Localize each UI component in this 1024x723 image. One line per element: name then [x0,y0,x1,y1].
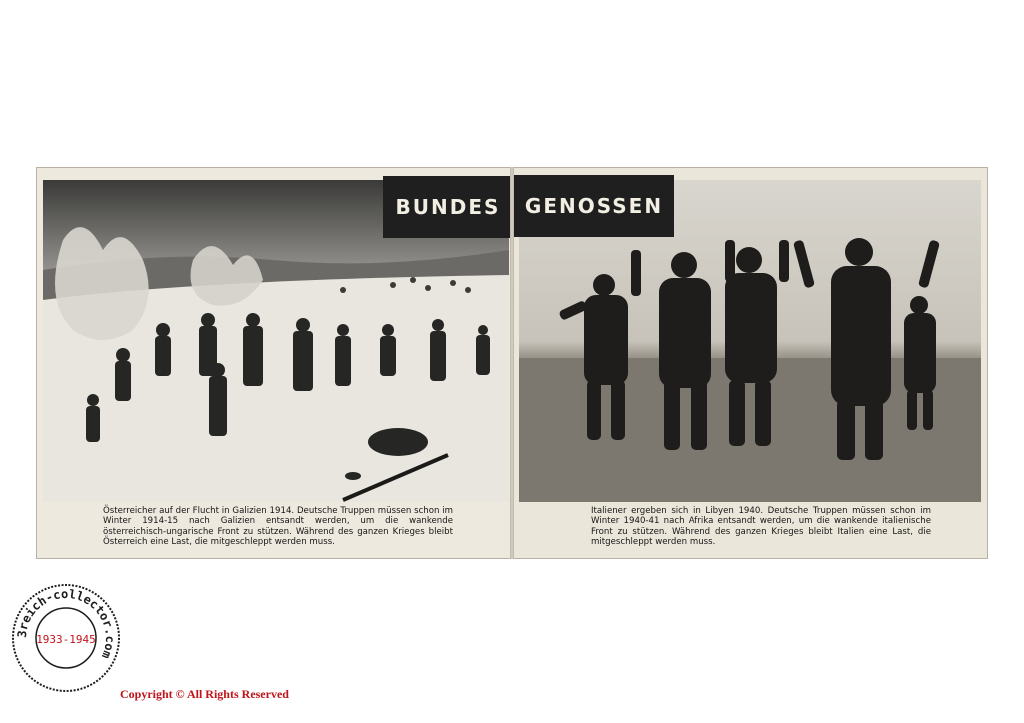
watermark-stamp [10,582,122,694]
stamp-years: 1933-1945 [36,633,96,646]
caption-left: Österreicher auf der Flucht in Galizien 1914. Deutsche Truppen müssen schon im Winter 1914-15 nach Galizien entsandt werden, um die wankende österreichisch-ungarische Front zu stützen. Während des ganzen Krieges bleibt Österreich eine Last, die mitgeschleppt werden muss. [103,506,453,548]
title-genossen: GENOSSEN [514,175,674,237]
title-bundes: BUNDES [383,176,513,238]
booklet-spread [36,167,988,559]
copyright-notice: Copyright © All Rights Reserved [120,687,289,701]
stamp-ring-text: 3reich-collector.com [14,586,118,661]
left-page [36,167,512,559]
caption-right: Italiener ergeben sich in Libyen 1940. Deutsche Truppen müssen schon im Winter 1940-41 nach Afrika entsandt werden, um die wankende italienische Front zu stützen. Während des ganzen Krieges bleibt Italien eine Last, die mitgeschleppt werden muss. [591,506,931,548]
booklet-spine [510,167,514,559]
